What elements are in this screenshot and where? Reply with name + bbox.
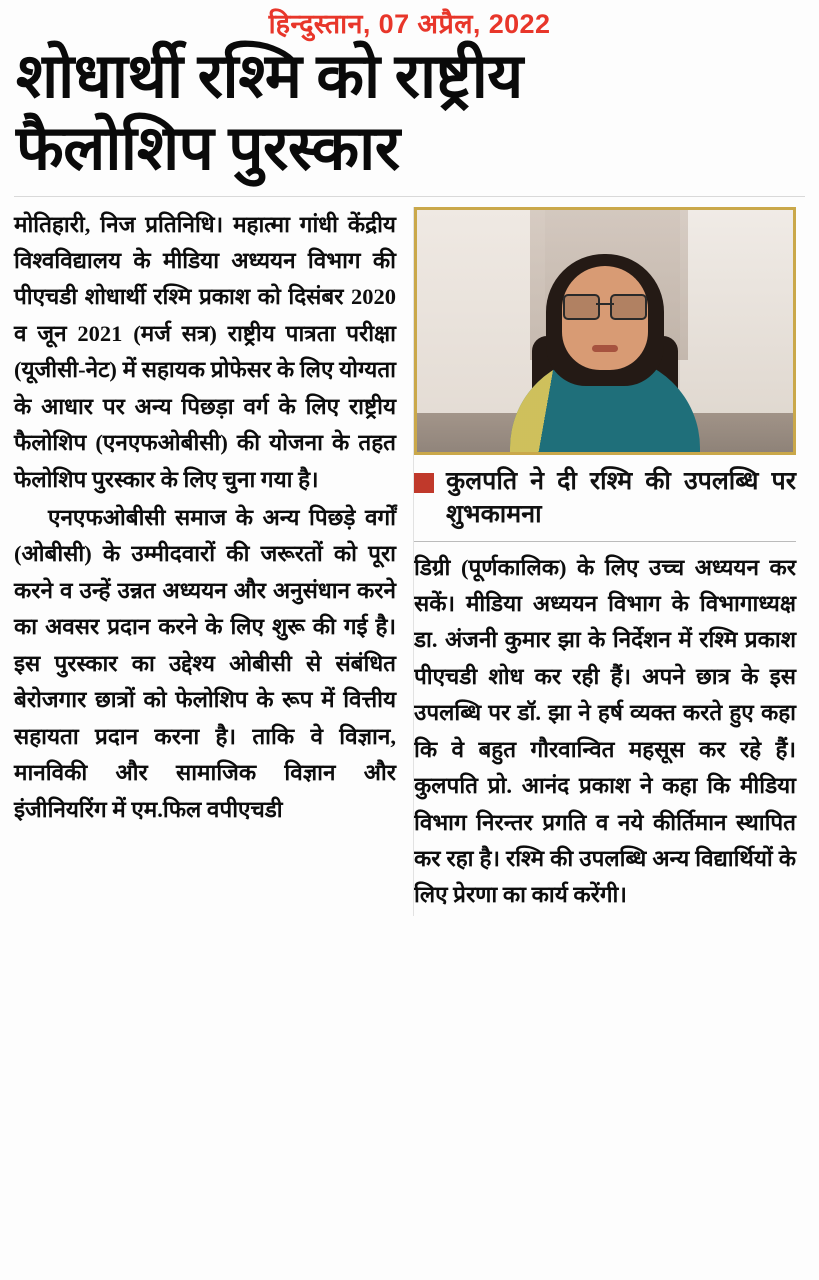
source-date-line: हिन्दुस्तान, 07 अप्रैल, 2022 <box>268 9 551 39</box>
photo-person <box>510 252 700 452</box>
photo-caption <box>414 463 796 535</box>
eyeglasses-icon <box>563 294 647 316</box>
right-column <box>414 207 796 916</box>
article-photo-block <box>414 207 796 542</box>
photo-lips <box>592 345 618 352</box>
photo-lens-left <box>563 294 600 320</box>
headline-line-2: फैलोशिप पुरस्कार <box>16 114 400 183</box>
headline-divider <box>14 196 805 197</box>
page-title <box>16 42 803 186</box>
headline-line-1: शोधार्थी रश्मि को राष्ट्रीय <box>16 42 523 111</box>
caption-divider <box>414 541 796 542</box>
left-paragraph-1: मोतिहारी, निज प्रतिनिधि। महात्मा गांधी केंद्रीय विश्वविद्यालय के मीडिया अध्ययन विभाग की पीएचडी शोधार्थी रश्मि प्रकाश को दिसंबर 2020 व जून 2021 (मर्ज सत्र) राष्ट्रीय पात्रता परीक्षा (यूजीसी-नेट) में सहायक प्रोफेसर के लिए योग्यता के आधार पर अन्य पिछड़ा वर्ग के लिए राष्ट्रीय फैलोशिप (एनएफओबीसी) की योजना के तहत फेलोशिप पुरस्कार के लिए चुना गया है। <box>14 211 396 492</box>
square-bullet-icon <box>414 473 434 493</box>
photo-lens-right <box>610 294 647 320</box>
left-paragraph-2: एनएफओबीसी समाज के अन्य पिछड़े वर्गों (ओबीसी) के उम्मीदवारों की जरूरतों को पूरा करने व उन्हें उन्नत अध्ययन और अनुसंधान करने का अवसर प्रदान करने के लिए शुरू की गई है। इस पुरस्कार का उद्देश्य ओबीसी से संबंधित बेरोजगार छात्रों को फेलोशिप के रूप में वित्तीय सहायता प्रदान करना है। ताकि वे विज्ञान, मानविकी और सामाजिक विज्ञान और इंजीनियरिंग में एम.फिल वपीएचडी <box>14 505 396 822</box>
photo-caption-text: कुलपति ने दी रश्मि की उपलब्धि पर शुभकामना <box>446 467 796 528</box>
left-column <box>14 207 396 830</box>
article-photo <box>414 207 796 455</box>
right-paragraph-1: डिग्री (पूर्णकालिक) के लिए उच्च अध्ययन कर सकें। मीडिया अध्ययन विभाग के विभागाध्यक्ष डा. अंजनी कुमार झा के निर्देशन में रश्मि प्रकाश पीएचडी शोध कर रही हैं। अपने छात्र के इस उपलब्धि पर डॉ. झा ने हर्ष व्यक्त करते हुए कहा कि वे बहुत गौरवान्वित महसूस कर रहे हैं। कुलपति प्रो. आनंद प्रकाश ने कहा कि मीडिया विभाग निरन्तर प्रगति व नये कीर्तिमान स्थापित कर रहा है। रश्मि की उपलब्धि अन्य विद्यार्थियों के लिए प्रेरणा का कार्य करेंगी। <box>414 554 796 908</box>
article-body <box>14 207 805 916</box>
